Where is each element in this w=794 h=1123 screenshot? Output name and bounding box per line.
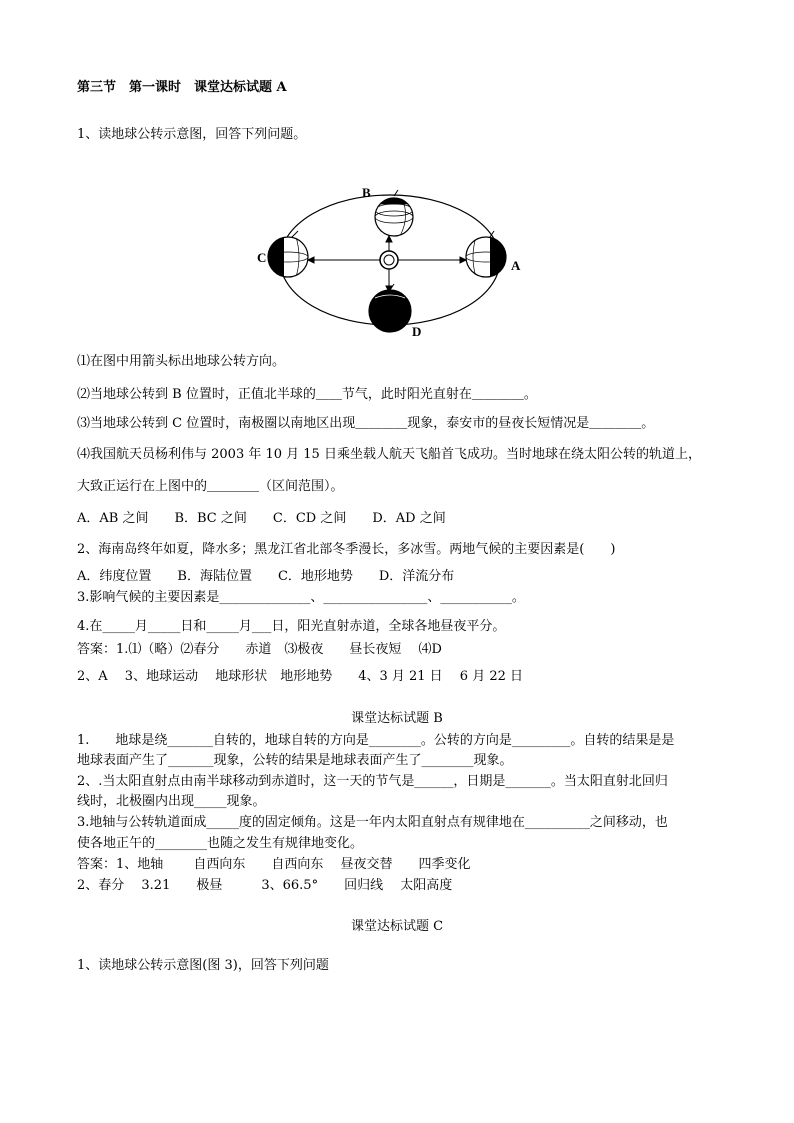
section-title-b: 课堂达标试题 B <box>351 711 443 726</box>
earth-b-icon <box>375 190 413 236</box>
b-question-1-line1: 1. 地球是绕_______自转的，地球自转的方向是________。公转的方向是_________。自转的结果是是 <box>77 733 675 748</box>
b-question-1-line2: 地球表面产生了_______现象，公转的结果是地球表面产生了________现象。 <box>77 753 513 768</box>
b-question-3-line2: 使各地正午的________也随之发生有规律地变化。 <box>77 836 364 851</box>
sun-icon <box>380 251 398 269</box>
section-title-c: 课堂达标试题 C <box>350 919 444 934</box>
b-answer-line-1: 答案：1、地轴 自西向东 自西向东 昼夜交替 四季变化 <box>77 857 471 872</box>
label-a: A <box>511 258 521 273</box>
question-4: 4.在_____月_____日和_____月___日，阳光直射赤道，全球各地昼夜平分。 <box>77 619 506 634</box>
question-3: 3.影响气候的主要因素是______________、________________、___________。 <box>77 590 525 605</box>
b-question-3-line1: 3.地轴与公转轨道面成_____度的固定倾角。这是一年内太阳直射点有规律地在__________之间移动，也 <box>77 815 668 830</box>
question-1-4-line1: ⑷我国航天员杨利伟与 2003 年 10 月 15 日乘坐载人航天飞船首飞成功。当时地球在绕太阳公转的轨道上， <box>77 447 701 462</box>
b-answer-line-2: 2、春分 3.21 极昼 3、66.5° 回归线 太阳高度 <box>77 878 453 893</box>
earth-a-icon <box>466 231 510 277</box>
b-question-2-line2: 线时，北极圈内出现_____现象。 <box>77 794 266 809</box>
question-2: 2、海南岛终年如夏，降水多；黑龙江省北部冬季漫长，多冰雪。两地气候的主要因素是( ) <box>77 542 616 557</box>
earth-orbit-diagram <box>250 180 540 350</box>
answer-line-2: 2、A 3、地球运动 地球形状 地形地势 4、3 月 21 日 6 月 22 日 <box>77 669 524 684</box>
question-1-3: ⑶当地球公转到 C 位置时，南极圈以南地区出现＿＿＿＿现象，泰安市的昼夜长短情况是＿＿＿＿。 <box>77 416 655 431</box>
question-1-2: ⑵当地球公转到 B 位置时，正值北半球的＿＿节气，此时阳光直射在＿＿＿＿。 <box>77 387 537 402</box>
label-d: D <box>412 324 422 339</box>
c-question-1: 1、读地球公转示意图(图 3)，回答下列问题 <box>77 958 329 973</box>
question-2-options: A．纬度位置 B．海陆位置 C．地形地势 D．洋流分布 <box>77 569 455 584</box>
label-c: C <box>257 250 267 265</box>
question-1: 1、读地球公转示意图，回答下列问题。 <box>77 127 307 142</box>
label-b: B <box>362 185 371 200</box>
question-1-1: ⑴在图中用箭头标出地球公转方向。 <box>77 354 286 369</box>
earth-d-icon <box>369 284 411 332</box>
sunlight-arrows <box>308 236 466 292</box>
answer-line-1: 答案：1.⑴（略）⑵春分 赤道 ⑶极夜 昼长夜短 ⑷D <box>77 642 442 657</box>
question-1-options: A．AB 之间 B．BC 之间 C．CD 之间 D．AD 之间 <box>77 511 446 526</box>
earth-c-icon <box>268 231 308 277</box>
question-1-4-line2: 大致正运行在上图中的＿＿＿＿（区间范围）。 <box>77 479 344 494</box>
b-question-2-line1: 2、.当太阳直射点由南半球移动到赤道时，这一天的节气是______，日期是_______。当太阳直射北回归 <box>77 774 668 789</box>
page-title: 第三节 第一课时 课堂达标试题 A <box>77 80 287 95</box>
